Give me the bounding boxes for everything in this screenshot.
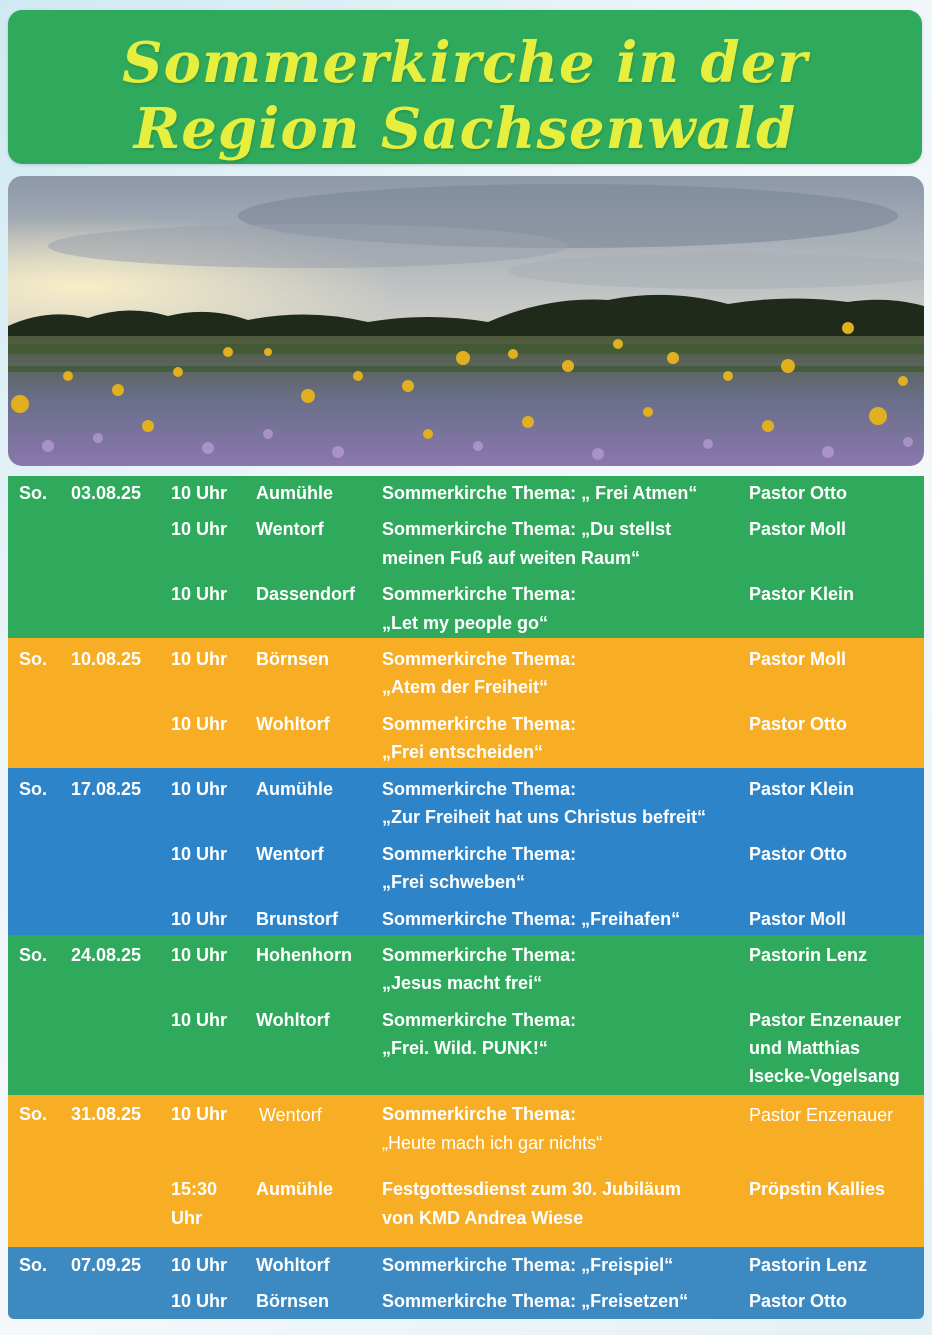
date-label: 17.08.25 <box>71 779 142 799</box>
event-place: Aumühle <box>256 779 334 799</box>
event-pastor: Pastorin Lenz <box>749 1255 868 1275</box>
event-time-line2: Uhr <box>171 1208 202 1228</box>
event-topic: Festgottesdienst zum 30. Jubiläum <box>382 1179 682 1199</box>
sunflower-field-illustration <box>8 176 924 466</box>
event-time: 10 Uhr <box>171 779 228 799</box>
event-pastor: Pastor Otto <box>749 483 848 503</box>
day-label: So. <box>19 779 48 799</box>
event-time: 10 Uhr <box>171 1104 228 1124</box>
event-pastor: Pastor Moll <box>749 519 847 539</box>
event-time: 10 Uhr <box>171 1010 228 1030</box>
event-pastor: Pastor Moll <box>749 649 847 669</box>
event-time: 10 Uhr <box>171 584 228 604</box>
event-pastor: Pastor Otto <box>749 714 848 734</box>
event-pastor: Pastor Moll <box>749 909 847 929</box>
event-topic-line2: „Frei schweben“ <box>382 872 526 892</box>
event-pastor-line2: und Matthias <box>749 1038 860 1058</box>
day-label: So. <box>19 1104 48 1124</box>
event-topic: Sommerkirche Thema: „ Frei Atmen“ <box>382 483 698 503</box>
event-topic-line2: „Heute mach ich gar nichts“ <box>382 1133 603 1153</box>
event-pastor: Pastorin Lenz <box>749 945 868 965</box>
event-place: Wentorf <box>256 844 324 864</box>
event-topic: Sommerkirche Thema: <box>382 1104 577 1124</box>
event-pastor: Pröpstin Kallies <box>749 1179 886 1199</box>
title-banner <box>8 10 922 164</box>
title-line-2: Region Sachsenwald <box>133 96 797 162</box>
schedule-block-0308 <box>8 476 924 638</box>
event-time: 10 Uhr <box>171 909 228 929</box>
event-place: Börnsen <box>256 649 330 669</box>
event-time: 10 Uhr <box>171 844 228 864</box>
date-label: 31.08.25 <box>71 1104 142 1124</box>
event-place: Wohltorf <box>256 714 330 734</box>
event-place: Hohenhorn <box>256 945 352 965</box>
event-time: 15:30 <box>171 1179 218 1199</box>
day-label: So. <box>19 1255 48 1275</box>
event-topic: Sommerkirche Thema: „Freihafen“ <box>382 909 681 929</box>
schedule-block-0709 <box>8 1247 924 1319</box>
event-pastor: Pastor Klein <box>749 779 855 799</box>
schedule-block-2408 <box>8 935 924 1095</box>
date-label: 10.08.25 <box>71 649 142 669</box>
event-pastor: Pastor Otto <box>749 844 848 864</box>
event-pastor: Pastor Enzenauer <box>749 1105 894 1125</box>
event-topic-line2: „Atem der Freiheit“ <box>382 677 549 697</box>
event-topic-line2: „Zur Freiheit hat uns Christus befreit“ <box>382 807 707 827</box>
event-time: 10 Uhr <box>171 483 228 503</box>
event-topic-line2: von KMD Andrea Wiese <box>382 1208 584 1228</box>
event-pastor: Pastor Otto <box>749 1291 848 1311</box>
event-topic: Sommerkirche Thema: „Du stellst <box>382 519 672 539</box>
event-topic: Sommerkirche Thema: <box>382 844 577 864</box>
event-time: 10 Uhr <box>171 649 228 669</box>
event-time: 10 Uhr <box>171 714 228 734</box>
event-place: Börnsen <box>256 1291 330 1311</box>
event-topic: Sommerkirche Thema: <box>382 584 577 604</box>
sunflower-field-photo <box>8 176 924 466</box>
event-pastor: Pastor Enzenauer <box>749 1010 902 1030</box>
schedule-block-3108 <box>8 1095 924 1247</box>
event-topic: Sommerkirche Thema: „Freisetzen“ <box>382 1291 689 1311</box>
event-time: 10 Uhr <box>171 519 228 539</box>
event-place: Aumühle <box>256 483 334 503</box>
day-label: So. <box>19 945 48 965</box>
event-topic: Sommerkirche Thema: „Freispiel“ <box>382 1255 674 1275</box>
event-place: Wohltorf <box>256 1010 330 1030</box>
schedule-block-1008 <box>8 638 924 768</box>
event-time: 10 Uhr <box>171 1291 228 1311</box>
event-topic-line2: „Frei entscheiden“ <box>382 742 544 762</box>
day-label: So. <box>19 483 48 503</box>
event-pastor-line3: Isecke-Vogelsang <box>749 1066 900 1086</box>
event-place: Aumühle <box>256 1179 334 1199</box>
title-line-1: Sommerkirche in der <box>122 30 808 96</box>
event-topic-line2: meinen Fuß auf weiten Raum“ <box>382 548 641 568</box>
day-label: So. <box>19 649 48 669</box>
event-topic: Sommerkirche Thema: <box>382 945 577 965</box>
event-topic-line2: „Frei. Wild. PUNK!“ <box>382 1038 548 1058</box>
event-time: 10 Uhr <box>171 945 228 965</box>
event-topic: Sommerkirche Thema: <box>382 779 577 799</box>
schedule-block-1708 <box>8 768 924 935</box>
event-topic: Sommerkirche Thema: <box>382 714 577 734</box>
event-place: Wentorf <box>256 519 324 539</box>
date-label: 24.08.25 <box>71 945 142 965</box>
date-label: 03.08.25 <box>71 483 142 503</box>
event-place: Wohltorf <box>256 1255 330 1275</box>
event-place: Wentorf <box>259 1105 322 1125</box>
date-label: 07.09.25 <box>71 1255 142 1275</box>
event-topic-line2: „Let my people go“ <box>382 613 549 633</box>
event-place: Brunstorf <box>256 909 338 929</box>
event-time: 10 Uhr <box>171 1255 228 1275</box>
event-pastor: Pastor Klein <box>749 584 855 604</box>
event-topic: Sommerkirche Thema: <box>382 649 577 669</box>
event-place: Dassendorf <box>256 584 356 604</box>
event-topic: Sommerkirche Thema: <box>382 1010 577 1030</box>
event-topic-line2: „Jesus macht frei“ <box>382 973 543 993</box>
